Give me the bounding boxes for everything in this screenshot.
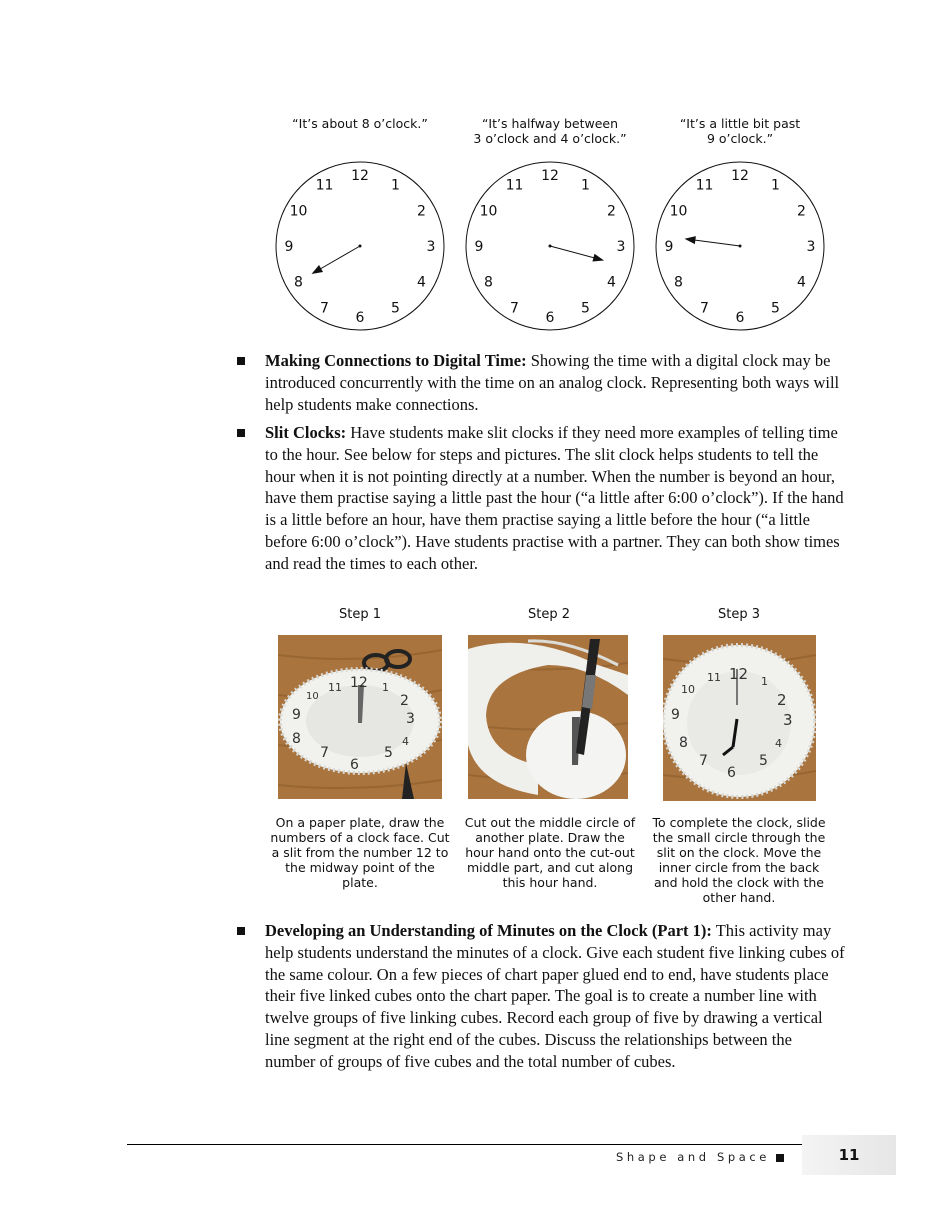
- clock-center-dot: [359, 245, 362, 248]
- clock-number: 10: [289, 203, 308, 220]
- bullet-title: Making Connections to Digital Time:: [265, 351, 527, 370]
- clock-number: 5: [581, 300, 590, 317]
- svg-text:7: 7: [699, 753, 708, 769]
- bullet-body: This activity may help students understand the minutes of a clock. Give each student five linking cubes of the same colour. On a few pieces of chart paper glued end to end, have students place their five linked cubes onto the chart paper. The goal is to create a number line with twelve groups of five linking cubes. Record each group of five by drawing a vertical line segment at the right end of the cubes. Discuss the relationships between the number of groups of five cubes and the total number of cubes.: [265, 921, 845, 1071]
- svg-text:10: 10: [306, 691, 319, 702]
- bullet-body: Have students make slit clocks if they need more examples of telling time to the hour. See below for steps and pictures. The slit clock helps students to tell the hour when it is not pointing directly at a number. When the number is beyond an hour, have them practise saying a little past the hour (“a little after 6:00 o’clock”). If the hand is a little before an hour, have them practise saying a little before the hour (“a little before 6:00 o’clock”). Have students practise with a partner. They can both show times and read the times to each other.: [265, 423, 844, 573]
- clock-number: 9: [664, 239, 674, 255]
- footer-section-title: Shape and Space: [615, 1150, 770, 1164]
- svg-text:11: 11: [707, 671, 721, 684]
- bullet-title: Slit Clocks:: [265, 423, 347, 442]
- bullet-square-icon: [237, 357, 245, 365]
- clock-number: 7: [320, 300, 329, 317]
- clock-number: 7: [510, 300, 519, 317]
- clock-number: 3: [616, 239, 626, 255]
- clock-caption-2: “It’s halfway between 3 o’clock and 4 o’clock.”: [473, 116, 627, 146]
- clock-caption-3: “It’s a little bit past 9 o’clock.”: [679, 116, 801, 146]
- clock-face-3: [654, 160, 826, 332]
- clock-number: 4: [417, 274, 426, 291]
- svg-text:5: 5: [384, 745, 393, 761]
- svg-text:2: 2: [777, 691, 787, 709]
- step-2-photo: [468, 635, 628, 799]
- clock-number: 9: [474, 239, 484, 255]
- step-3-caption: To complete the clock, slide the small circle through the slit on the clock. Move the inner circle from the back and hold the clock with the other hand.: [652, 815, 826, 905]
- clock-number: 6: [355, 310, 365, 326]
- page-number: 11: [838, 1146, 860, 1164]
- svg-text:9: 9: [671, 707, 680, 723]
- svg-text:5: 5: [759, 753, 768, 769]
- footer-square-icon: [776, 1154, 784, 1162]
- svg-text:8: 8: [292, 731, 301, 747]
- clock-number: 8: [294, 274, 303, 291]
- clock-number: 7: [700, 300, 709, 317]
- bullet-square-icon: [237, 927, 245, 935]
- svg-text:8: 8: [679, 735, 688, 751]
- svg-text:12: 12: [729, 665, 749, 683]
- clock-number: 5: [391, 300, 400, 317]
- clock-number: 8: [484, 274, 493, 291]
- footer-rule: [127, 1144, 802, 1145]
- clock-number: 10: [669, 203, 688, 220]
- clock-number: 11: [315, 177, 334, 194]
- clock-number: 1: [771, 177, 780, 194]
- step-2-label: Step 2: [527, 607, 570, 622]
- clock-caption-1: “It’s about 8 o’clock.”: [292, 116, 428, 131]
- svg-text:1: 1: [761, 675, 768, 688]
- clock-number: 5: [771, 300, 780, 317]
- clock-number: 10: [479, 203, 498, 220]
- svg-text:7: 7: [320, 745, 329, 761]
- clock-number: 11: [695, 177, 714, 194]
- clock-number: 2: [607, 203, 616, 220]
- clock-center-dot: [549, 245, 552, 248]
- clock-number: 6: [735, 310, 745, 326]
- clock-face-2: [464, 160, 636, 332]
- svg-text:6: 6: [350, 757, 359, 773]
- step-3-photo: [663, 635, 816, 801]
- clock-number: 2: [797, 203, 806, 220]
- clock-number: 3: [806, 239, 816, 255]
- clock-number: 11: [505, 177, 524, 194]
- clock-number: 1: [581, 177, 590, 194]
- clock-number: 3: [426, 239, 436, 255]
- clock-number: 12: [541, 168, 559, 184]
- clock-number: 8: [674, 274, 683, 291]
- clock-number: 4: [607, 274, 616, 291]
- page-number-box: [802, 1135, 896, 1175]
- svg-text:3: 3: [406, 711, 415, 727]
- svg-text:11: 11: [328, 681, 342, 694]
- clock-number: 12: [731, 168, 749, 184]
- step-1-label: Step 1: [338, 607, 381, 622]
- svg-text:4: 4: [775, 737, 782, 750]
- svg-text:3: 3: [783, 711, 793, 729]
- svg-text:6: 6: [727, 765, 736, 781]
- svg-text:9: 9: [292, 707, 301, 723]
- bullet-body: Showing the time with a digital clock may be introduced concurrently with the time on an analog clock. Representing both ways will help students make connections.: [265, 351, 840, 414]
- clock-number: 1: [391, 177, 400, 194]
- step-2-caption: Cut out the middle circle of another plate. Draw the hour hand onto the cut-out middle part, and cut along this hour hand.: [464, 815, 636, 890]
- step-1-caption: On a paper plate, draw the numbers of a clock face. Cut a slit from the number 12 to the midway point of the plate.: [270, 815, 450, 890]
- svg-text:10: 10: [681, 683, 695, 696]
- step-1-photo: [278, 635, 442, 799]
- clock-center-dot: [739, 245, 742, 248]
- svg-text:1: 1: [382, 681, 389, 694]
- clock-number: 2: [417, 203, 426, 220]
- clock-number: 6: [545, 310, 555, 326]
- clock-number: 4: [797, 274, 806, 291]
- step-3-label: Step 3: [717, 607, 760, 622]
- bullet-title: Developing an Understanding of Minutes on the Clock (Part 1):: [265, 921, 712, 940]
- svg-text:4: 4: [402, 735, 409, 748]
- clock-number: 12: [351, 168, 369, 184]
- clock-number: 9: [284, 239, 294, 255]
- svg-text:2: 2: [400, 693, 409, 709]
- bullet-square-icon: [237, 429, 245, 437]
- svg-text:12: 12: [350, 675, 368, 691]
- clock-face-1: [274, 160, 446, 332]
